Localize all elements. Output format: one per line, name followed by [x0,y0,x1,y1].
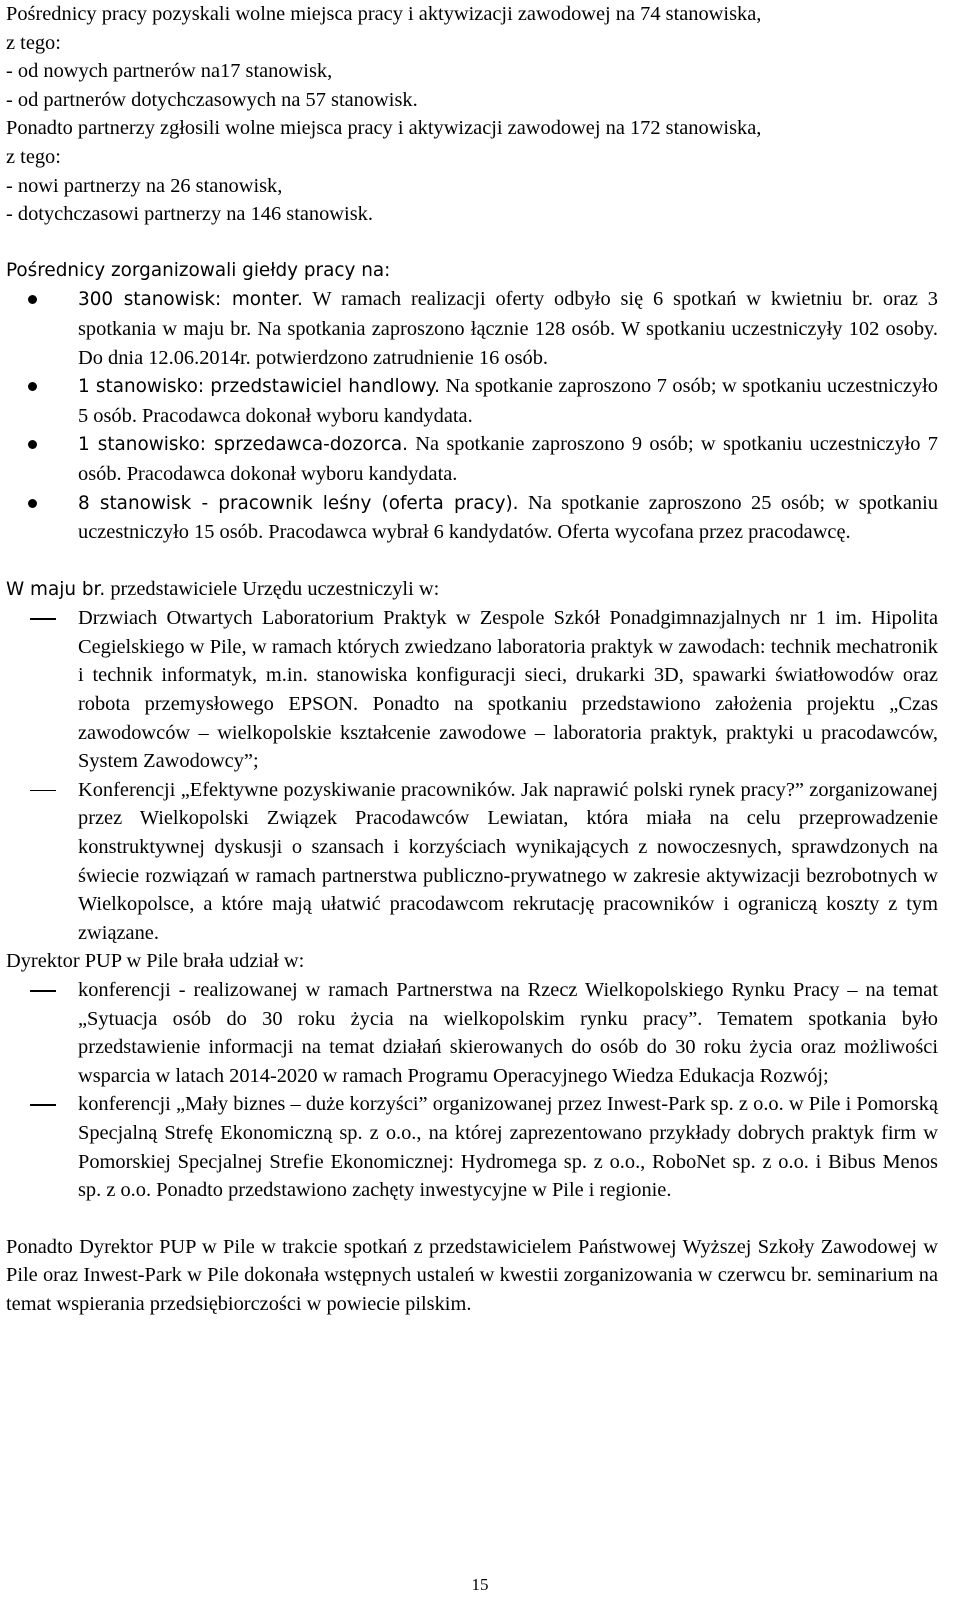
intro-line: z tego: [6,31,61,54]
page-number: 15 [471,1575,489,1594]
bullet-icon [28,440,37,449]
list-item [6,976,938,1090]
list-item [6,372,938,430]
paragraph-gap [6,547,938,575]
paragraph-gap [6,1205,938,1233]
list-item [6,604,938,776]
dash-icon [30,618,56,620]
fair-label: 1 stanowisko: przedstawiciel handlowy. [78,376,441,398]
fair-text: Na spotkanie zaproszono 7 osób; w spotkaniu uczestniczyło 5 osób. Pracodawca dokonał wyboru kandydata. [78,375,938,427]
dash-icon [30,790,56,792]
list-item [6,285,938,372]
bullet-icon [28,499,37,508]
may-heading [6,575,938,605]
fairs-list [6,285,938,546]
list-item [6,489,938,547]
fair-text: Na spotkanie zaproszono 9 osób; w spotkaniu uczestniczyło 7 osób. Pracodawca dokonał wyboru kandydata. [78,433,938,485]
may-item-text: Konferencji „Efektywne pozyskiwanie pracowników. Jak naprawić polski rynek pracy?” zorganizowanej przez Wielkopolski Związek Pracodawców Lewiatan, która miała na celu przeprowadzenie konstruktywnej dyskusji o szansach i korzyściach wynikających z nowoczesnych, sprawdzonych na świecie rozwiązań w ramach partnerstwa publiczno-prywatnego w zakresie aktywizacji bezrobotnych w Wielkopolsce, a które mają ułatwić pracodawcom rekrutację pracowników i ograniczą koszty z tym związane. [78,778,938,944]
document-page [6,0,938,1319]
may-heading-start: W maju br. [6,578,106,600]
intro-line: - od partnerów dotychczasowych na 57 stanowisk. [6,88,418,111]
intro-line: - dotychczasowi partnerzy na 146 stanowisk. [6,203,373,226]
fair-label: 300 stanowisk: monter. [78,289,303,311]
paragraph-gap [6,229,938,257]
director-item-text: konferencji - realizowanej w ramach Partnerstwa na Rzecz Wielkopolskiego Rynku Pracy – na temat „Sytuacja osób do 30 roku życia na wielkopolskim rynku pracy”. Tematem spotkania było przedstawienie informacji na temat działań skierowanych do osób do 30 roku życia oraz możliwości wsparcia w latach 2014-2020 w ramach Programu Operacyjnego Wiedza Edukacja Rozwój; [78,979,938,1087]
bullet-icon [28,382,37,391]
intro-line: - od nowych partnerów na17 stanowisk, [6,60,333,83]
fair-label: 8 stanowisk - pracownik leśny (oferta pracy). [78,492,519,514]
fair-text: W ramach realizacji oferty odbyło się 6 spotkań w kwietniu br. oraz 3 spotkania w maju br. Na spotkania zaproszono łącznie 128 osób. W spotkaniu uczestniczyły 102 osoby. Do dnia 12.06.2014r. potwierdzono zatrudnienie 16 osób. [78,288,938,369]
intro-line: Pośrednicy pracy pozyskali wolne miejsca pracy i aktywizacji zawodowej na 74 stanowiska, [6,3,762,25]
list-item [6,1090,938,1204]
may-list [6,604,938,947]
bullet-icon [28,295,37,304]
fair-label: 1 stanowisko: sprzedawca-dozorca. [78,434,408,456]
fairs-heading: Pośrednicy zorganizowali giełdy pracy na: [6,259,391,281]
intro-line: - nowi partnerzy na 26 stanowisk, [6,174,283,197]
closing-paragraph: Ponadto Dyrektor PUP w Pile w trakcie spotkań z przedstawicielem Państwowej Wyższej Szkoły Zawodowej w Pile oraz Inwest-Park w Pile dokonała wstępnych ustaleń w kwestii zorganizowania w czerwcu br. seminarium na temat wspierania przedsiębiorczości w powiecie pilskim. [6,1235,938,1315]
may-item-text: Drzwiach Otwartych Laboratorium Praktyk w Zespole Szkół Ponadgimnazjalnych nr 1 im. Hipolita Cegielskiego w Pile, w ramach których zwiedzano laboratoria praktyk w zawodach: technik mechatronik i technik informatyk, m.in. stanowiska konfiguracji sieci, drukarki 3D, spawarki światłowodów oraz robota przemysłowego EPSON. Ponadto na spotkaniu przedstawiono założenia projektu „Czas zawodowców – wielkopolskie kształcenie zawodowe – laboratoria praktyk, praktyki u pracodawców, System Zawodowcy”; [78,607,938,773]
dash-icon [30,990,56,992]
director-item-text: konferencji „Mały biznes – duże korzyści” organizowanej przez Inwest-Park sp. z o.o. w Pile i Pomorską Specjalną Strefę Ekonomiczną sp. z o.o., na której zaprezentowano przykłady dobrych praktyk firm w Pomorskiej Specjalnej Strefie Ekonomicznej: Hydromega sp. z o.o., RoboNet sp. z o.o. i Bibus Menos sp. z o.o. Ponadto przedstawiono zachęty inwestycyjne w Pile i regionie. [78,1093,938,1202]
may-heading-rest: przedstawiciele Urzędu uczestniczyli w: [105,577,440,600]
intro-line: Ponadto partnerzy zgłosili wolne miejsca pracy i aktywizacji zawodowej na 172 stanowiska, [6,117,762,140]
list-item [6,430,938,488]
intro-line: z tego: [6,145,61,168]
dash-icon [30,1104,56,1106]
list-item [6,776,938,948]
director-list [6,976,938,1205]
fair-text: Na spotkanie zaproszono 25 osób; w spotkaniu uczestniczyło 15 osób. Pracodawca wybrał 6 kandydatów. Oferta wycofana przez pracodawcę. [78,491,938,544]
director-heading: Dyrektor PUP w Pile brała udział w: [6,950,305,973]
